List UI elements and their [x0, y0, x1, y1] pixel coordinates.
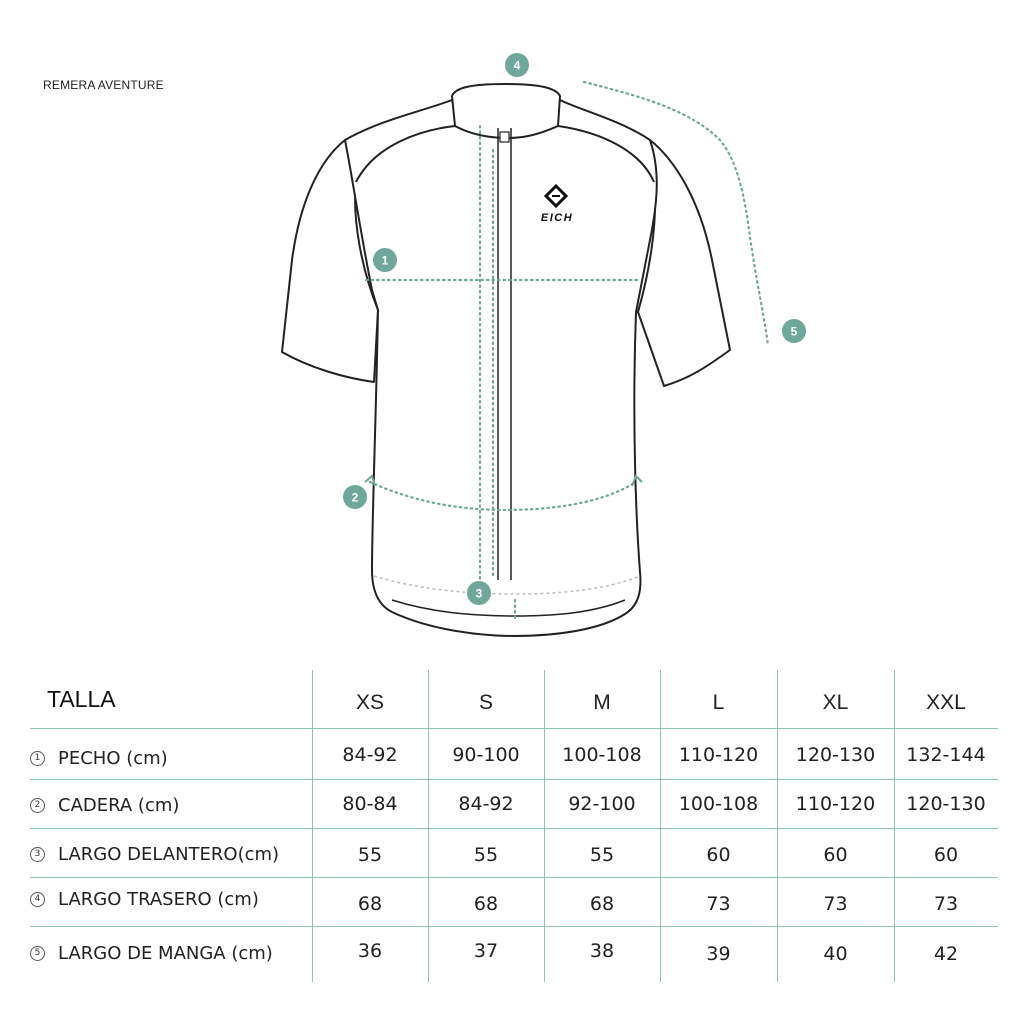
table-cell: 120-130: [906, 793, 986, 815]
table-column-divider: [894, 670, 895, 982]
collar: [452, 84, 560, 138]
row-number-icon: 5: [30, 946, 45, 961]
table-cell: 55: [473, 844, 499, 866]
table-column-divider: [544, 670, 545, 982]
table-column-divider: [312, 670, 313, 982]
table-cell: 36: [357, 940, 383, 962]
badge-4: [505, 53, 529, 77]
table-cell: 39: [706, 943, 731, 965]
svg-text:5: 5: [790, 324, 798, 339]
table-cell: 100-108: [562, 744, 642, 766]
table-header-talla: TALLA: [47, 686, 116, 712]
svg-text:2: 2: [351, 490, 359, 505]
row-number-icon: 2: [30, 798, 45, 813]
jersey-body: [345, 100, 657, 636]
table-cell: 120-130: [795, 744, 876, 766]
table-cell: 68: [357, 893, 383, 915]
table-cell: 40: [823, 943, 848, 965]
table-cell: 73: [823, 893, 848, 915]
table-cell: 37: [473, 940, 499, 962]
size-header-xl: XL: [822, 691, 849, 714]
badge-1: [373, 248, 397, 272]
table-row-label-largo-de-manga: 5 LARGO DE MANGA (cm): [30, 939, 273, 967]
table-cell: 100-108: [678, 793, 759, 815]
table-column-divider: [660, 670, 661, 982]
product-title: REMERA AVENTURE: [43, 78, 164, 92]
table-row-label-largo-delantero: 3 LARGO DELANTERO(cm): [30, 840, 279, 868]
table-row-label-pecho: 1 PECHO (cm): [30, 744, 168, 772]
brand-logo-text: EICH: [540, 212, 574, 224]
table-cell: 60: [823, 844, 848, 866]
table-row-label-largo-trasero: 4 LARGO TRASERO (cm): [30, 885, 259, 913]
table-cell: 110-120: [678, 744, 759, 766]
size-header-xs: XS: [355, 691, 384, 714]
table-cell: 42: [933, 943, 959, 965]
size-header-xxl: XXL: [926, 691, 966, 714]
table-cell: 110-120: [795, 793, 876, 815]
table-cell: 84-92: [342, 744, 398, 766]
row-number-icon: 1: [30, 751, 45, 766]
table-cell: 73: [933, 893, 959, 915]
row-number-icon: 4: [30, 892, 45, 907]
badge-3: [467, 581, 491, 605]
table-row-label-cadera: 2 CADERA (cm): [30, 791, 179, 819]
table-cell: 73: [706, 893, 731, 915]
table-cell: 60: [706, 844, 731, 866]
table-cell: 84-92: [458, 793, 514, 815]
table-row-divider: [30, 828, 998, 829]
svg-text:1: 1: [381, 253, 389, 268]
table-column-divider: [777, 670, 778, 982]
table-cell: 38: [589, 940, 615, 962]
table-cell: 132-144: [906, 744, 986, 766]
table-cell: 55: [357, 844, 383, 866]
table-cell: 60: [933, 844, 959, 866]
size-header-l: L: [712, 691, 725, 714]
table-row-divider: [30, 926, 998, 927]
size-header-s: S: [478, 691, 493, 714]
table-cell: 80-84: [342, 793, 398, 815]
table-column-divider: [428, 670, 429, 982]
row-number-icon: 3: [30, 847, 45, 862]
table-row-divider: [30, 877, 998, 878]
table-cell: 68: [589, 893, 615, 915]
table-cell: 55: [589, 844, 615, 866]
badge-2: [343, 485, 367, 509]
table-row-divider: [30, 779, 998, 780]
badge-5: [782, 319, 806, 343]
table-cell: 90-100: [452, 744, 520, 766]
svg-text:3: 3: [475, 586, 483, 601]
table-cell: 68: [473, 893, 499, 915]
table-cell: 92-100: [568, 793, 636, 815]
svg-text:4: 4: [513, 58, 521, 73]
table-row-divider: [30, 728, 998, 729]
size-header-m: M: [593, 691, 611, 714]
